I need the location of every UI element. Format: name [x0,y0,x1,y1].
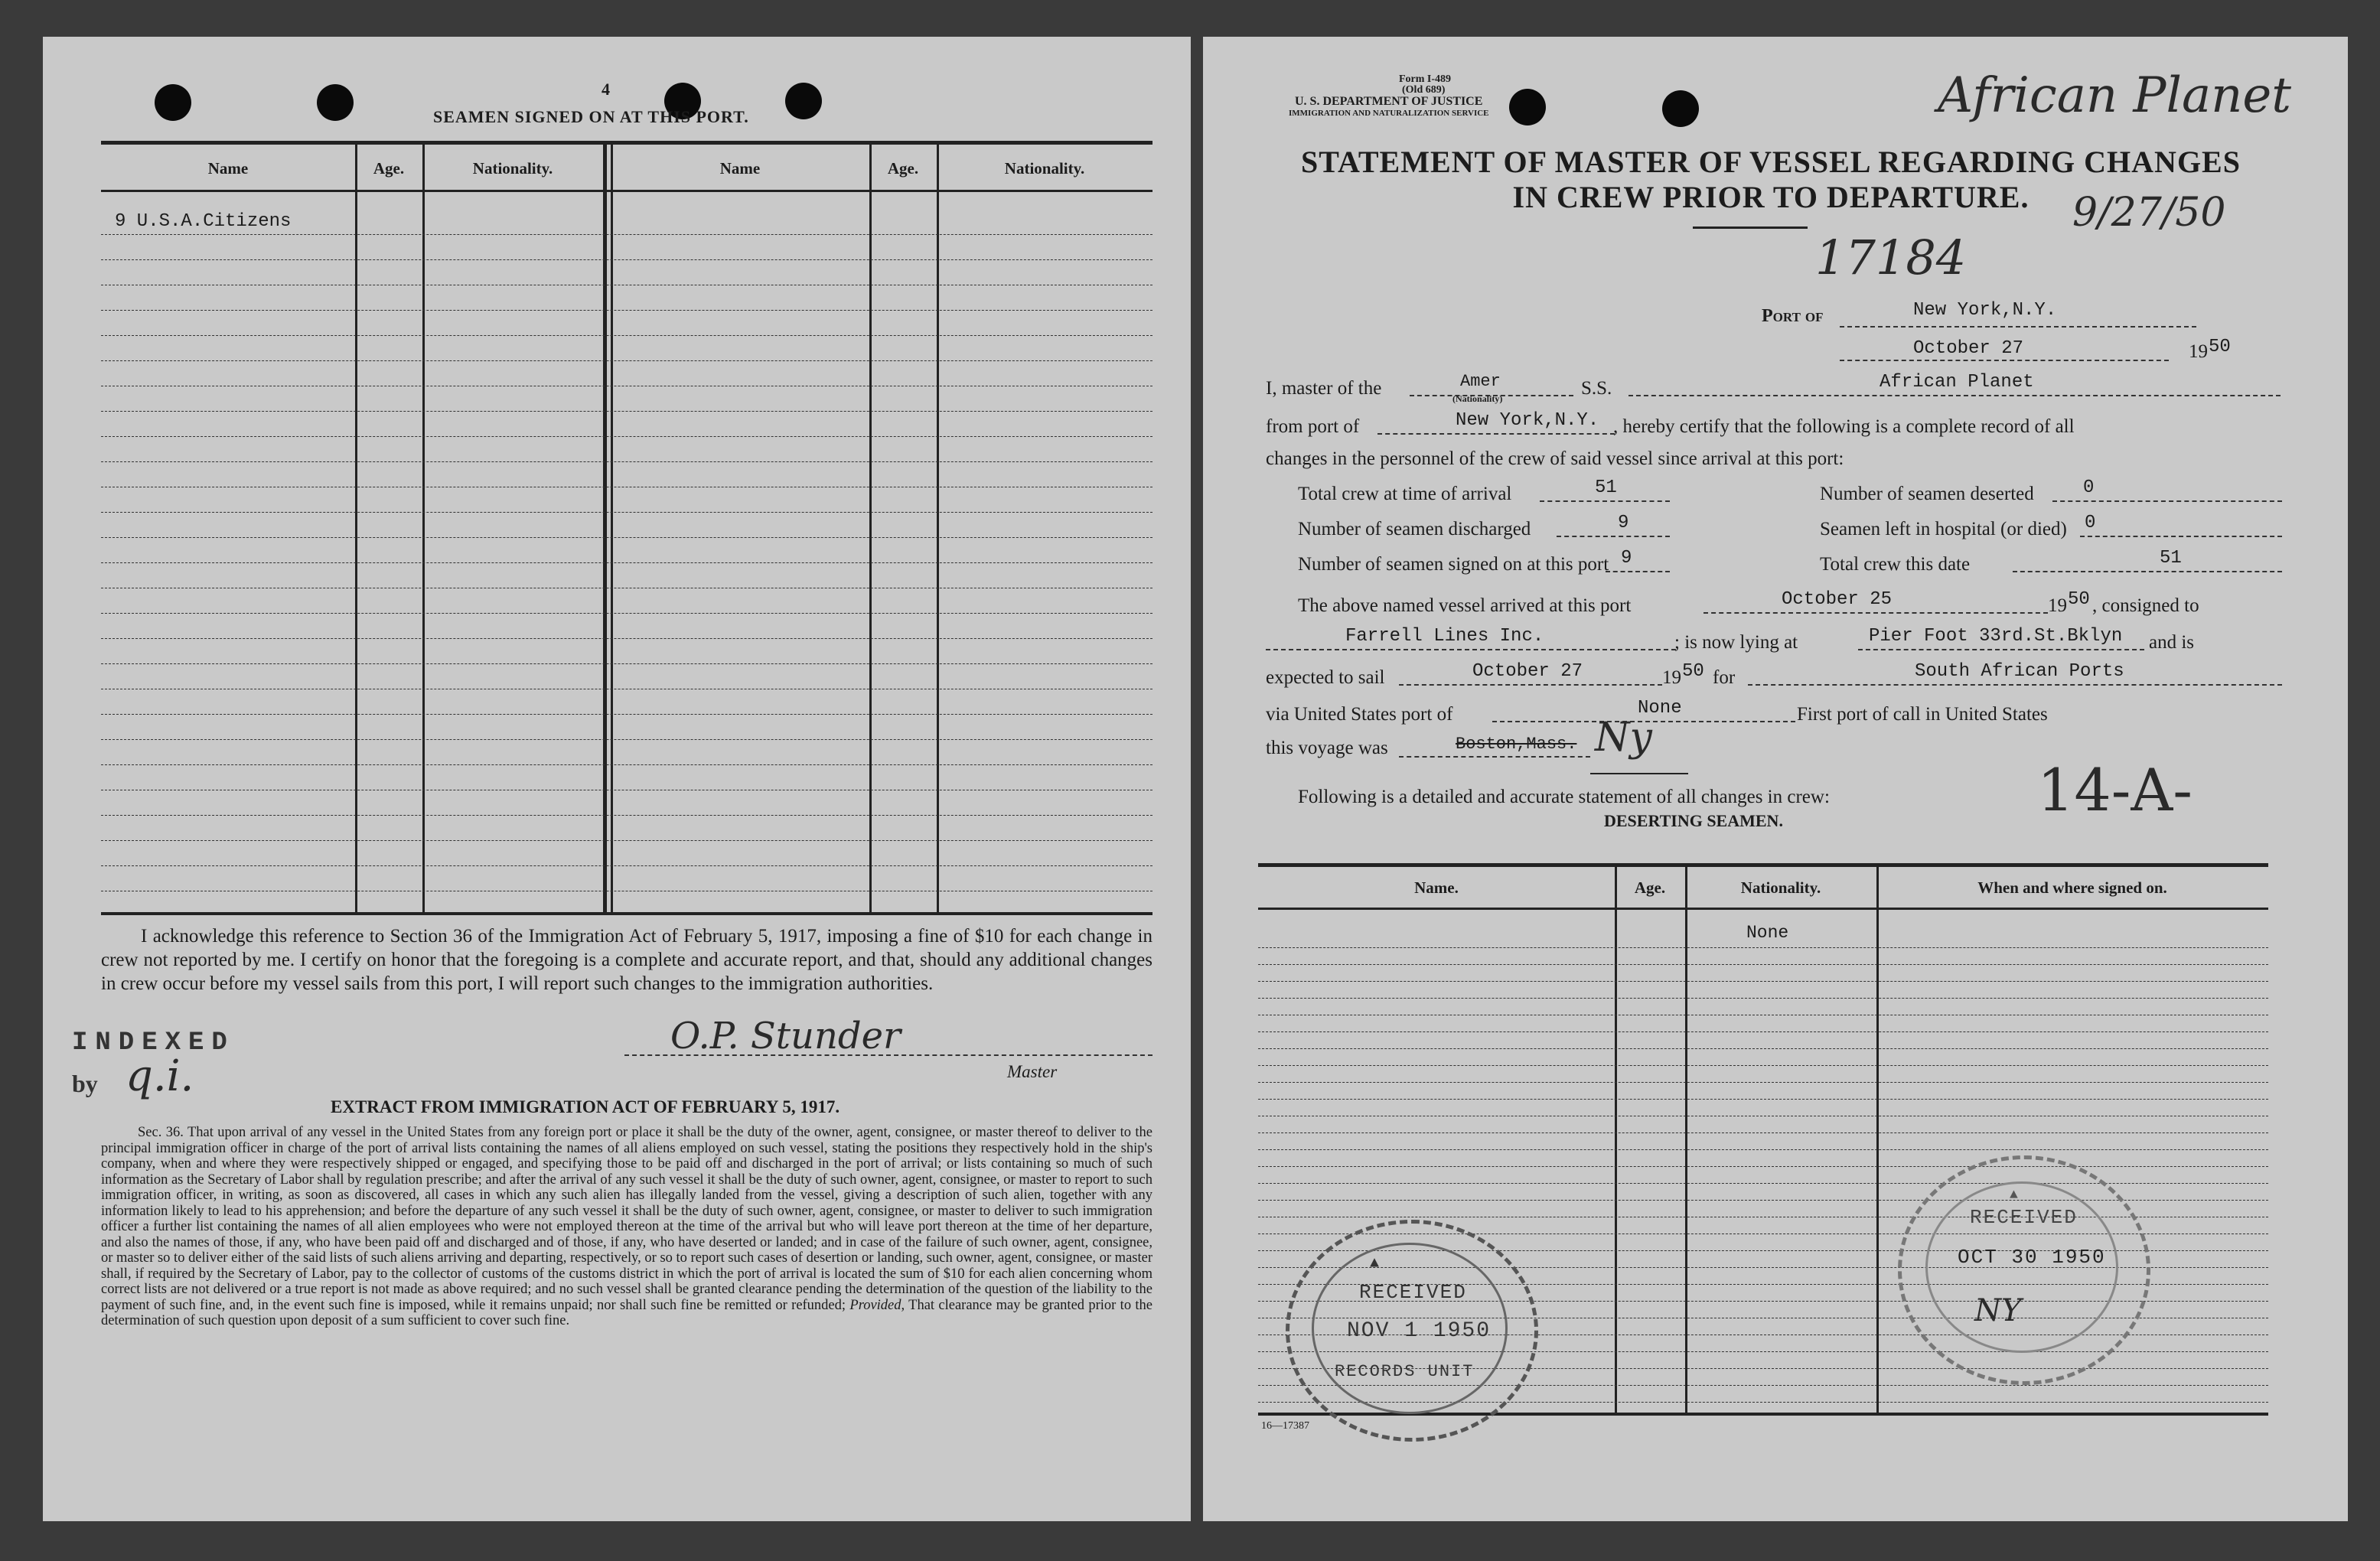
row-rule [1258,947,2268,948]
stamp-received: RECEIVED [1970,1206,2078,1229]
indexed-stamp: INDEXED [72,1028,235,1058]
destination-value: South African Ports [1915,661,2124,682]
form-number: 16—17387 [1261,1420,1309,1432]
row-rule [1258,1099,2268,1100]
handwritten-code: 14-A- [2037,756,2193,824]
table-bottom-border [101,912,1153,915]
date-line [1840,360,2169,361]
arrived-value: October 25 [1782,589,1893,610]
from-port-value: New York,N.Y. [1456,410,1599,431]
desert-col-nationality: Nationality. [1740,878,1821,897]
row-rule [101,259,1153,260]
row-rule [1258,998,2268,999]
total-crew-date-label: Total crew this date [1820,554,1971,575]
punch-hole [317,84,354,121]
desert-col-name: Name. [1414,878,1459,897]
row-rule [101,663,1153,664]
discharged-value: 9 [1618,513,1629,533]
master-of-label: I, master of the [1266,378,1382,399]
indexed-by-label: by [72,1070,98,1097]
first-entry: 9 U.S.A.Citizens [115,211,292,232]
none-entry: None [1746,923,1789,943]
col-header-nationality: Nationality. [472,159,553,178]
row-rule [1258,1048,2268,1049]
discharged-label: Number of seamen discharged [1298,519,1531,539]
row-rule [101,335,1153,336]
col-header-age-2: Age. [887,159,919,178]
date-value: October 27 [1913,338,2024,359]
extract-title: EXTRACT FROM IMMIGRATION ACT OF FEBRUARY 5, 1917. [331,1097,840,1116]
from-port-line [1377,433,1615,435]
acknowledgement-text: I acknowledge this reference to Section 36 of the Immigration Act of February 5, 1917, imposing a fine of $10 for each change in crew not reported by me. I certify on honor that the foregoing is a complete and accurate report, and that, should any additional changes in crew occur before my vessel sails from this port, I will report such changes to the immigration authorities. [101,926,1153,994]
table-header-border [101,190,1153,192]
col-header-name: Name [207,159,249,178]
master-label: Master [1007,1062,1058,1081]
voyage-line [1399,756,1590,758]
arrived-year-prefix: 19 [2048,595,2067,616]
via-value: None [1638,698,1682,719]
hospital-value: 0 [2085,513,2096,533]
expected-line [1399,684,1662,686]
handwritten-ship-name: African Planet [1938,67,2291,124]
page-number: 4 [602,80,610,99]
total-crew-date-value: 51 [2160,548,2182,569]
first-port-label: First port of call in United States [1797,704,2048,725]
ship-line [1629,395,2281,396]
column-divider [603,141,607,912]
consignee-value: Farrell Lines Inc. [1345,626,1544,647]
signed-on-label: Number of seamen signed on at this port [1298,554,1609,575]
title-line-1: STATEMENT OF MASTER OF VESSEL REGARDING CHANGES [1301,145,2241,179]
stat-line [2013,571,2282,572]
port-value: New York,N.Y. [1913,300,2057,321]
row-rule [101,310,1153,311]
arrived-year-value: 50 [2068,589,2090,610]
year-prefix: 19 [2189,341,2208,362]
punch-hole [1509,89,1546,125]
col-header-name-2: Name [719,159,761,178]
stamp-initials: NY [1974,1293,2022,1328]
punch-hole [155,84,191,121]
received-stamp-nov [1286,1220,1538,1442]
voyage-handwritten: Ny [1595,715,1652,761]
column-divider [422,141,425,912]
nationality-value: Amer [1460,372,1501,391]
handwritten-number: 17184 [1815,230,1967,285]
signed-on-value: 9 [1621,548,1632,569]
department: U. S. DEPARTMENT OF JUSTICE [1295,95,1483,108]
row-rule [1258,1065,2268,1066]
stat-line [2080,536,2282,537]
master-signature: O.P. Stunder [670,1015,901,1058]
service: IMMIGRATION AND NATURALIZATION SERVICE [1289,109,1489,118]
row-rule [1258,1132,2268,1133]
stat-line [1540,500,1670,502]
row-rule [101,537,1153,538]
stamp-records-unit: RECORDS UNIT [1335,1362,1475,1381]
row-rule [1258,1031,2268,1032]
total-crew-arrival-value: 51 [1595,477,1617,498]
port-line [1840,326,2196,328]
left-page [43,37,1191,1521]
row-rule [101,436,1153,437]
stat-line [1606,571,1670,572]
desert-col-when-where: When and where signed on. [1977,878,2167,897]
stamp-received: RECEIVED [1359,1281,1467,1304]
port-of-label: Port of [1762,306,1824,326]
table-top-border [101,141,1153,145]
destination-line [1748,684,2282,686]
from-port-label: from port of [1266,416,1360,437]
handwritten-date: 9/27/50 [2072,190,2226,236]
consigned-label: , consigned to [2092,595,2199,616]
total-crew-arrival-label: Total crew at time of arrival [1298,484,1512,504]
form-id: Form I-489 [1399,73,1452,85]
form-old: (Old 689) [1402,84,1446,96]
expected-label: expected to sail [1266,667,1385,688]
expected-year-prefix: 19 [1662,667,1681,688]
desert-col-age: Age. [1634,878,1666,897]
row-rule [101,840,1153,841]
deserting-table-top [1258,863,2268,867]
stat-line [2052,500,2282,502]
stamp-date: OCT 30 1950 [1958,1246,2106,1269]
ss-label: S.S. [1581,378,1612,399]
arrived-label: The above named vessel arrived at this port [1298,595,1632,616]
stat-line [1557,536,1670,537]
row-rule [101,613,1153,614]
punch-hole [1662,90,1699,127]
via-label: via United States port of [1266,704,1453,725]
column-divider [937,141,939,912]
stamp-date: NOV 1 1950 [1347,1319,1492,1343]
row-rule [101,562,1153,563]
extract-body [101,1125,1153,1329]
nationality-label: (Nationality) [1452,393,1503,404]
year-value: 50 [2209,337,2231,357]
voyage-label: this voyage was [1266,738,1388,758]
row-rule [101,638,1153,639]
row-rule [101,411,1153,412]
lying-value: Pier Foot 33rd.St.Bklyn [1869,626,2123,647]
voyage-hand-line [1590,773,1688,774]
column-divider [1876,863,1879,1413]
column-divider [611,141,613,912]
title-rule [1693,226,1808,229]
voyage-struck-value: Boston,Mass. [1456,735,1577,754]
row-rule [101,461,1153,462]
stamp-arrow-icon: ▲ [2010,1188,2020,1203]
consignee-line [1266,649,1676,650]
changes-text: changes in the personnel of the crew of said vessel since arrival at this port: [1266,448,1844,469]
signature-line [624,1054,1153,1056]
received-stamp-oct [1898,1155,2150,1385]
deserted-label: Number of seamen deserted [1820,484,2034,504]
deserting-heading: DESERTING SEAMEN. [1604,811,1783,830]
extract-tail: That clearance may be granted prior to the determination of such question upon deposit of a sum sufficient to cover such fine. [101,1297,1153,1328]
deserting-table-header-border [1258,908,2268,910]
for-label: for [1713,667,1736,688]
deserted-value: 0 [2083,477,2095,498]
column-divider [355,141,357,912]
indexed-initials: q.i. [126,1051,194,1101]
row-rule [1258,1082,2268,1083]
ship-value: African Planet [1880,372,2034,393]
punch-hole [785,83,822,119]
expected-value: October 27 [1472,661,1583,682]
lying-label: ; is now lying at [1674,632,1798,653]
arrived-line [1703,612,2048,614]
row-rule [101,815,1153,816]
col-header-age: Age. [373,159,405,178]
and-is-label: and is [2149,632,2195,653]
stamp-arrow-icon: ▲ [1370,1255,1381,1273]
row-rule [101,234,1153,235]
title-line-2: IN CREW PRIOR TO DEPARTURE. [1512,180,2030,214]
row-rule [101,739,1153,740]
row-rule [101,360,1153,361]
column-divider [1685,863,1687,1413]
certify-text: , hereby certify that the following is a complete record of all [1613,416,2075,437]
signed-on-heading: SEAMEN SIGNED ON AT THIS PORT. [433,107,749,126]
expected-year-value: 50 [1682,661,1704,682]
sec-label: Sec. 36. [138,1125,184,1140]
row-rule [1258,981,2268,982]
row-rule [101,865,1153,866]
column-divider [1615,863,1617,1413]
lying-line [1858,649,2144,650]
hospital-label: Seamen left in hospital (or died) [1820,519,2067,539]
provided-label: Provided, [849,1297,905,1313]
row-rule [101,764,1153,765]
column-divider [869,141,872,912]
row-rule [1258,1149,2268,1150]
following-label: Following is a detailed and accurate statement of all changes in crew: [1298,787,1830,807]
row-rule [101,714,1153,715]
extract-text: That upon arrival of any vessel in the United States from any foreign port or place it shall be the duty of the owner, agent, consignee, or master thereof to deliver to the principal immigration officer in charge of the port of arrival lists containing the names of all aliens employed on such vessel, stating the positions they respectively hold in the ship's company, when and where they were respectively shipped or engaged, and specifying those to be paid off and discharged in the port of arrival; or lists containing so much of such information as the Secretary of Labor shall by regulation prescribe; and after the arrival of any such vessel it shall be the duty of such owner, agent, consignee, or master to report to such immigration officer, in writing, as soon as discovered, all cases in which any such alien has illegally landed from the vessel, giving a description of such alien, together with any information likely to lead to his apprehension; and before the departure of any such vessel it shall be the duty of such owner, agent, consignee, or master to deliver to such immigration officer a further list containing the names of all alien employees who were not employed thereon at the time of the arrival but who will leave port thereon at the time of her departure, and also the names of those, if any, who have been paid off and discharged and of those, if any, who have deserted or landed; and in case of the failure of such owner, agent, consignee, or master so to deliver either of the said lists of such aliens arriving and departing, respectively, or so to report such cases of desertion or landing, such owner, agent, consignee, or master shall, if required by the Secretary of Labor, pay to the collector of customs of the customs district in which the port of arrival is located the sum of $10 for each alien concerning whom correct lists are not delivered or a true report is not made as above required; and no such vessel shall be granted clearance pending the determination of the question of the liability to the payment of such fine, and, in the event such fine is imposed, while it remains unpaid; nor shall such fine be remitted or refunded; [101,1125,1153,1313]
col-header-nationality-2: Nationality. [1004,159,1085,178]
row-rule [101,512,1153,513]
row-rule [1258,964,2268,965]
